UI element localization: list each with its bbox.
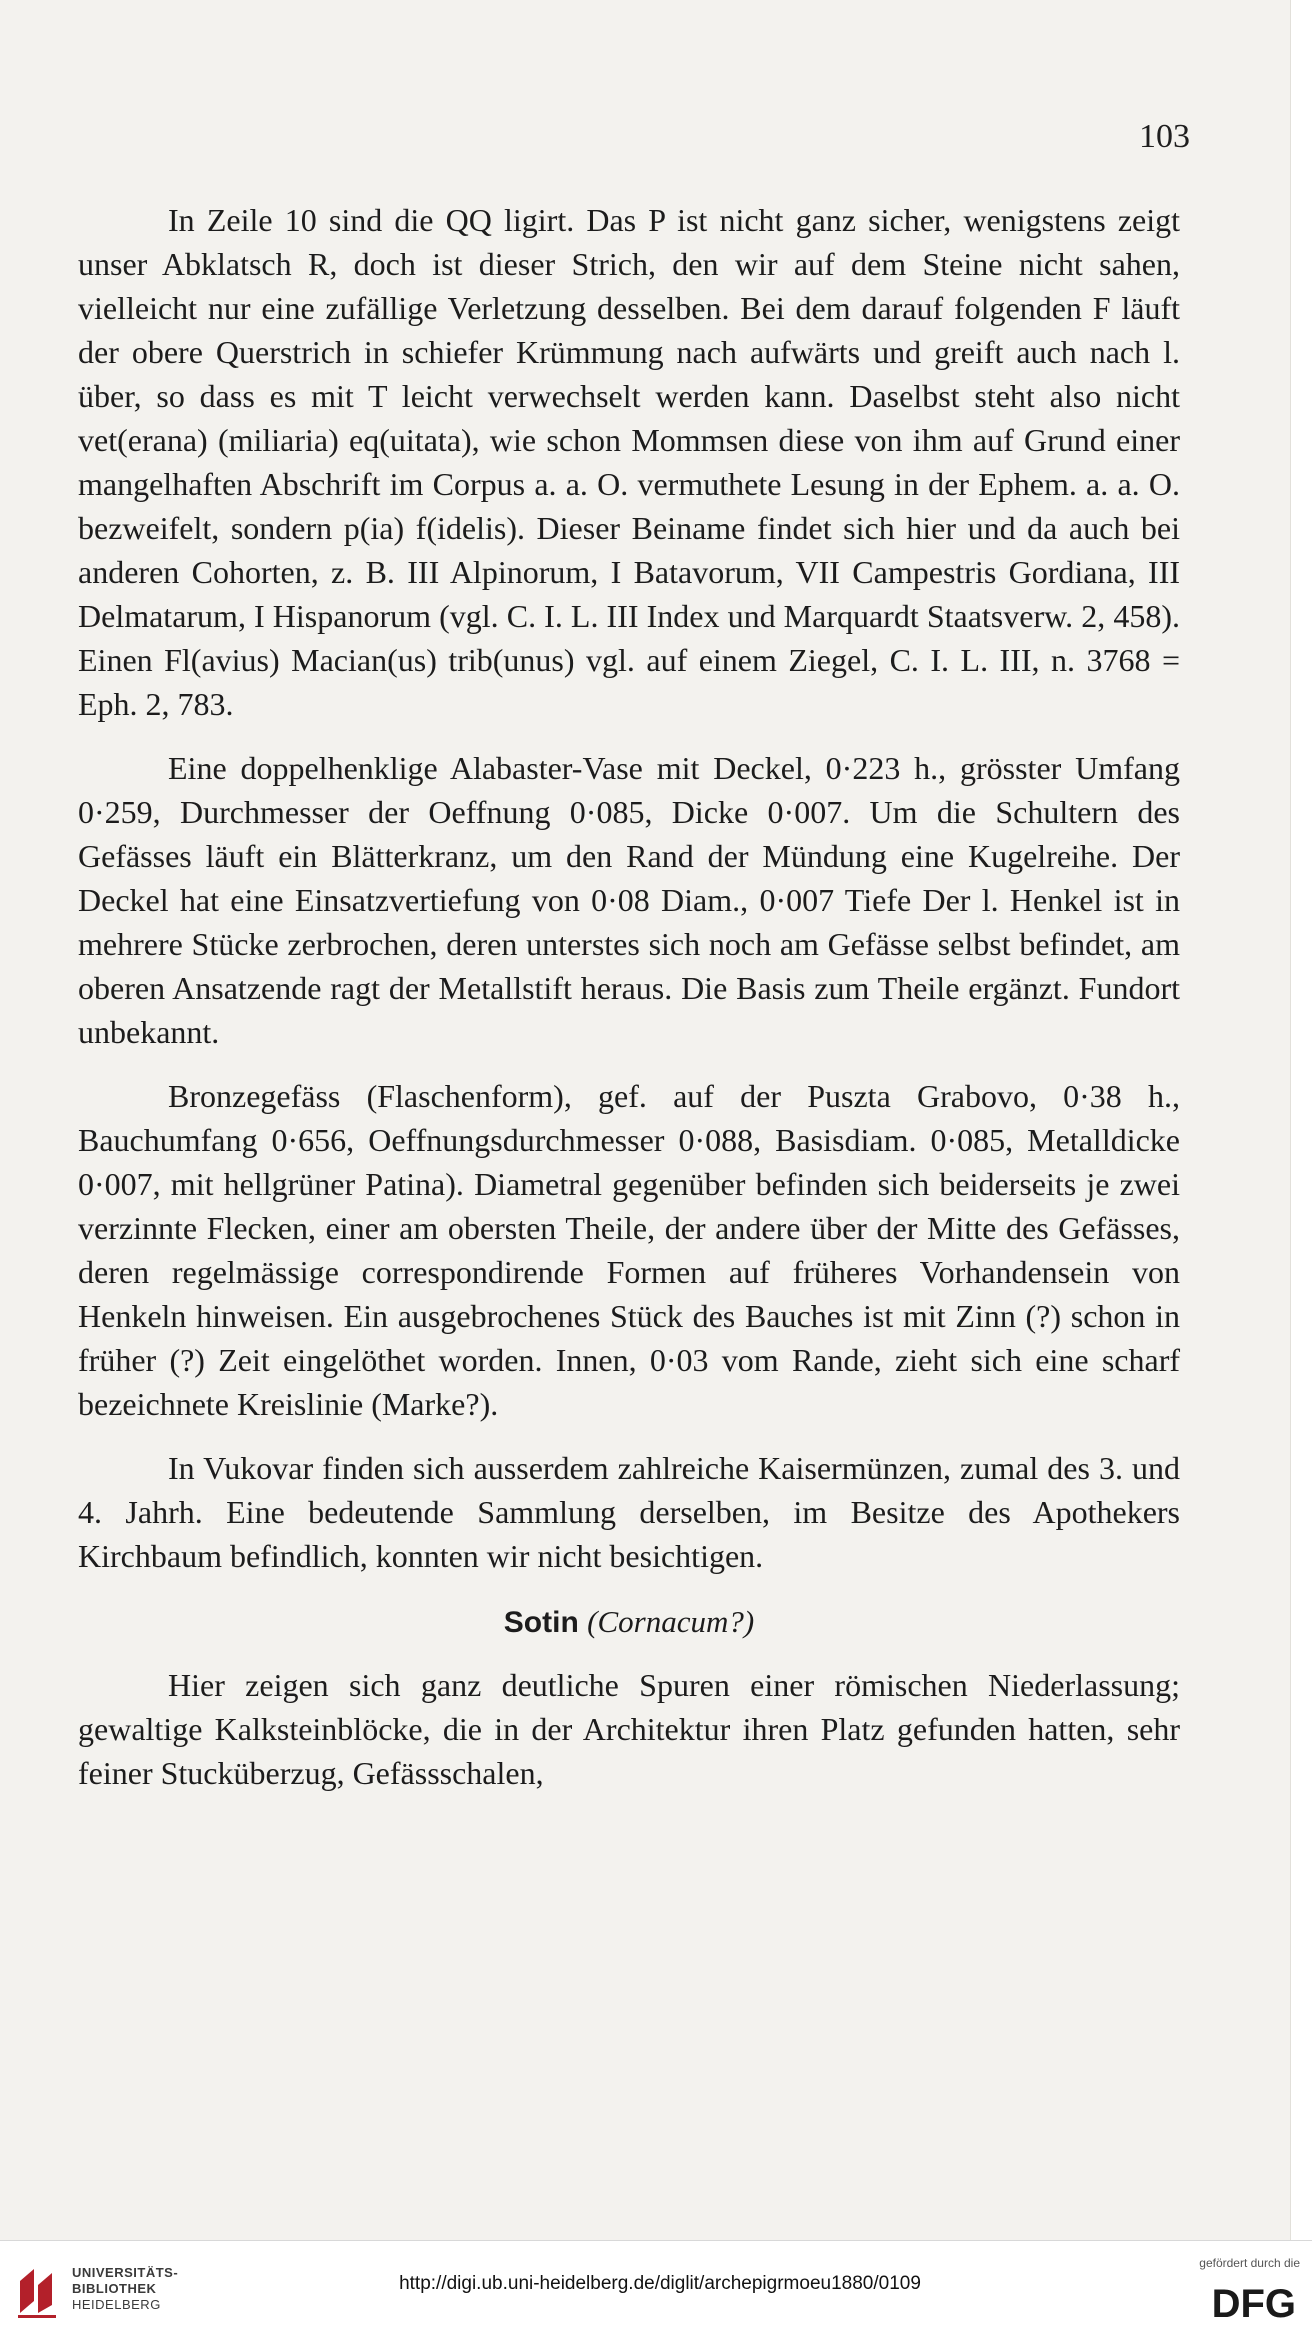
section-heading-title: Sotin [503, 1606, 579, 1639]
library-name-line-2: BIBLIOTHEK [72, 2281, 157, 2296]
paragraph-bronze-vessel: Bronzegefäss (Flaschenform), gef. auf der Puszta Grabovo, 0·38 h., Bauchumfang 0·656, Oeffnungsdurchmesser 0·088, Basisdiam. 0·085, Metalldicke 0·007, mit hellgrüner Patina). Diametral gegenüber befinden sich beiderseits je zwei verzinnte Flecken, einer am obersten Theile, der andere über der Mitte des Gefässes, deren regelmässige correspondirende Formen auf früheres Vorhandensein von Henkeln hinweisen. Ein ausgebrochenes Stück des Bauches ist mit Zinn (?) schon in früher (?) Zeit eingelöthet worden. Innen, 0·03 vom Rande, zieht sich eine scharf bezeichnete Kreislinie (Marke?). [78, 1078, 1180, 1422]
page-number: 103 [1139, 118, 1190, 155]
paragraph-vukovar-coins: In Vukovar finden sich ausserdem zahlreiche Kaisermünzen, zumal des 3. und 4. Jahrh. Eine bedeutende Sammlung derselben, im Besitze des Apothekers Kirchbaum befindlich, konnten wir nicht besichtigen. [78, 1450, 1180, 1574]
university-library-logo-icon [14, 2263, 60, 2319]
library-name-line-3: HEIDELBERG [72, 2297, 161, 2312]
footer-bar [0, 2240, 1312, 2339]
section-heading-subtitle: (Cornacum?) [587, 1604, 755, 1639]
paragraph-alabaster-vase: Eine doppelhenklige Alabaster-Vase mit Deckel, 0·223 h., grösster Umfang 0·259, Durchmesser der Oeffnung 0·085, Dicke 0·007. Um die Schultern des Gefässes läuft ein Blätterkranz, um den Rand der Mündung eine Kugelreihe. Der Deckel hat eine Einsatzvertiefung von 0·08 Diam., 0·007 Tiefe Der l. Henkel ist in mehrere Stücke zerbrochen, deren unterstes sich noch am Gefässe selbst befindet, am oberen Ansatzende ragt der Metallstift heraus. Die Basis zum Theile ergänzt. Fundort unbekannt. [78, 750, 1180, 1050]
library-name-line-1: UNIVERSITÄTS- [72, 2265, 179, 2280]
library-name [72, 2265, 222, 2313]
funder-name: DFG [1211, 2282, 1296, 2323]
section-heading [78, 1600, 1180, 1645]
funder-note: gefördert durch die [1199, 2256, 1300, 2270]
paragraph-sotin: Hier zeigen sich ganz deutliche Spuren einer römischen Niederlassung; gewaltige Kalksteinblöcke, die in der Architektur ihren Platz gefunden hatten, sehr feiner Stucküberzug, Gefässschalen, [78, 1667, 1180, 1791]
dfg-logo-icon [1170, 2281, 1298, 2323]
funder-block [1150, 2255, 1300, 2323]
body-text [78, 198, 1180, 1795]
page-edge [1290, 0, 1312, 2240]
paragraph-inscription-notes: In Zeile 10 sind die QQ ligirt. Das P ist nicht ganz sicher, wenigstens zeigt unser Abklatsch R, doch ist dieser Strich, den wir auf dem Steine nicht sahen, vielleicht nur eine zufällige Verletzung desselben. Bei dem darauf folgenden F läuft der obere Querstrich in schiefer Krümmung nach aufwärts und greift auch nach l. über, so dass es mit T leicht verwechselt werden kann. Daselbst steht also nicht vet(erana) (miliaria) eq(uitata), wie schon Mommsen diese von ihm auf Grund einer mangelhaften Abschrift im Corpus a. a. O. vermuthete Lesung in der Ephem. a. a. O. bezweifelt, sondern p(ia) f(idelis). Dieser Beiname findet sich hier und da auch bei anderen Cohorten, z. B. III Alpinorum, I Batavorum, VII Campestris Gordiana, III Delmatarum, I Hispanorum (vgl. C. I. L. III Index und Marquardt Staatsverw. 2, 458). Einen Fl(avius) Macian(us) trib(unus) vgl. auf einem Ziegel, C. I. L. III, n. 3768 = Eph. 2, 783. [78, 202, 1180, 722]
permalink-url[interactable]: http://digi.ub.uni-heidelberg.de/diglit/archepigrmoeu1880/0109 [399, 2273, 921, 2294]
